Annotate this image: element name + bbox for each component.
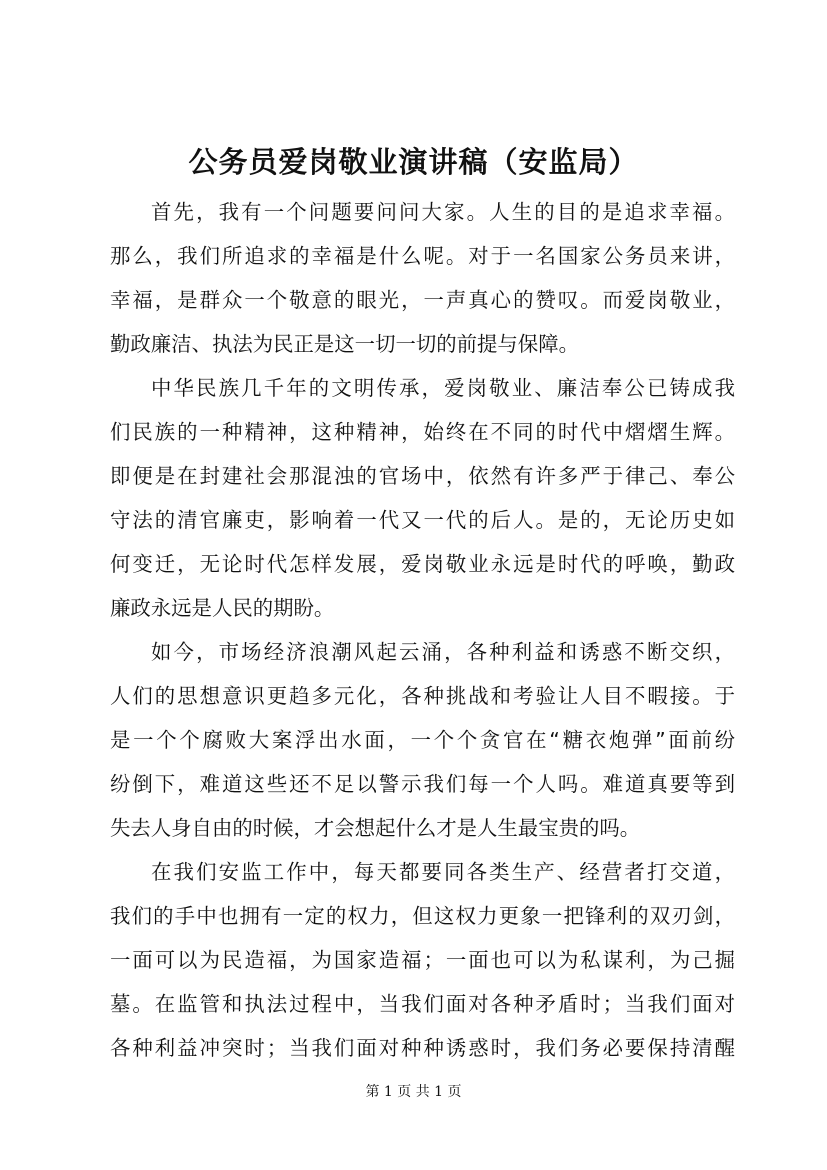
text-line: 何变迁，无论时代怎样发展，爱岗敬业永远是时代的呼唤，勤政 — [110, 552, 735, 576]
text-line: 在我们安监工作中，每天都要同各类生产、经营者打交道， — [151, 860, 735, 884]
text-line: 我们的手中也拥有一定的权力，但这权力更象一把锋利的双刃剑， — [110, 904, 735, 928]
text-line: 那么，我们所追求的幸福是什么呢。对于一名国家公务员来讲， — [110, 244, 735, 268]
text-line: 幸福，是群众一个敬意的眼光，一声真心的赞叹。而爱岗敬业， — [110, 288, 735, 312]
text-line: 首先，我有一个问题要问问大家。人生的目的是追求幸福。 — [151, 200, 735, 224]
text-line: 中华民族几千年的文明传承，爱岗敬业、廉洁奉公已铸成我 — [151, 376, 735, 400]
document-title: 公务员爱岗敬业演讲稿（安监局） — [188, 145, 639, 179]
text-line: 各种利益冲突时；当我们面对种种诱惑时，我们务必要保持清醒 — [110, 1036, 735, 1060]
text-line: 失去人身自由的时候，才会想起什么才是人生最宝贵的吗。 — [110, 816, 641, 840]
text-line: 守法的清官廉吏，影响着一代又一代的后人。是的，无论历史如 — [110, 508, 735, 532]
text-line: 如今，市场经济浪潮风起云涌，各种利益和诱惑不断交织， — [151, 640, 735, 664]
text-line: 人们的思想意识更趋多元化，各种挑战和考验让人目不暇接。于 — [110, 684, 735, 708]
text-line: 即便是在封建社会那混浊的官场中，依然有许多严于律己、奉公 — [110, 464, 735, 488]
text-line: 墓。在监管和执法过程中，当我们面对各种矛盾时；当我们面对 — [110, 992, 735, 1016]
text-line: 廉政永远是人民的期盼。 — [110, 596, 335, 620]
page-number: 第 1 页 共 1 页 — [365, 1084, 462, 1100]
text-line: 勤政廉洁、执法为民正是这一切一切的前提与保障。 — [110, 332, 579, 356]
text-line: 是一个个腐败大案浮出水面，一个个贪官在“糖衣炮弹”面前纷 — [110, 728, 735, 752]
text-line: 一面可以为民造福，为国家造福；一面也可以为私谋利，为己掘 — [110, 948, 735, 972]
text-line: 们民族的一种精神，这种精神，始终在不同的时代中熠熠生辉。 — [110, 420, 735, 444]
text-line: 纷倒下，难道这些还不足以警示我们每一个人吗。难道真要等到 — [110, 772, 735, 796]
